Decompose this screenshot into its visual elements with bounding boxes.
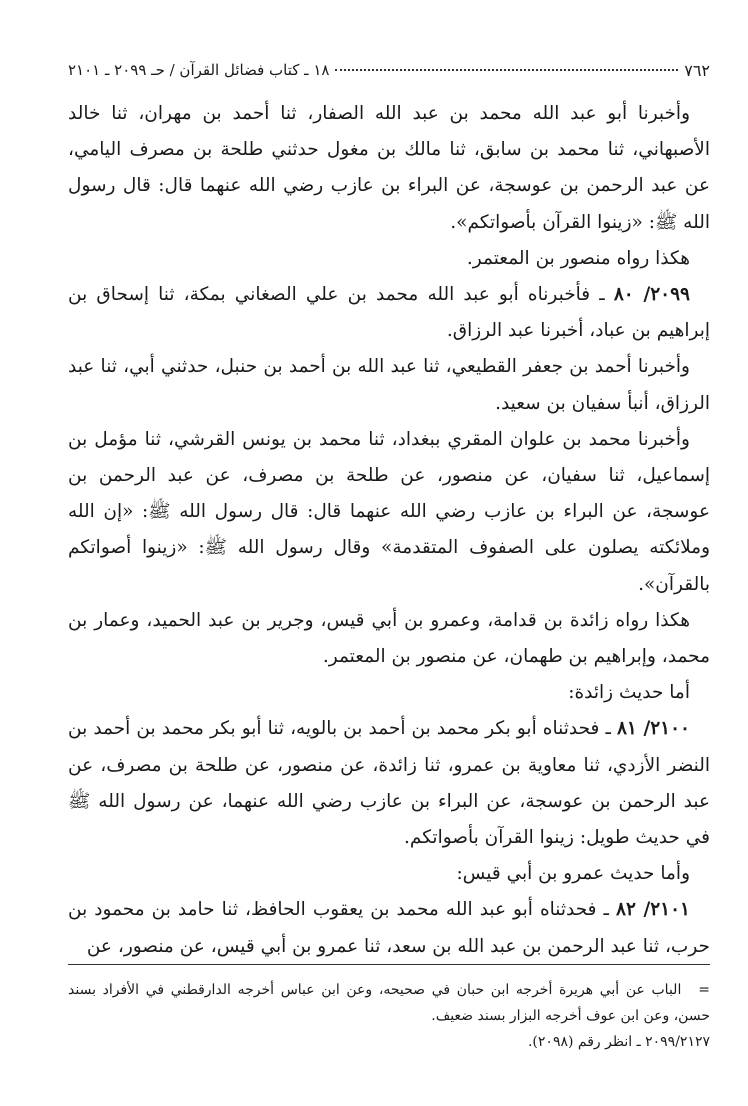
page-number: ٧٦٢ <box>684 60 710 80</box>
paragraph-text: أما حديث زائدة: <box>568 682 690 704</box>
paragraph-text: ـ فحدثناه أبو عبد الله محمد بن يعقوب الحافظ، ثنا حامد بن محمود بن حرب، ثنا عبد الرحمن بن عبد الله بن سعد، ثنا عمرو بن أبي قيس، عن منصور، عن <box>68 899 710 957</box>
paragraph-text: وأخبرنا أحمد بن جعفر القطيعي، ثنا عبد الله بن أحمد بن حنبل، حدثني أبي، ثنا عبد الرزاق، أنبأ سفيان بن سعيد. <box>68 356 710 414</box>
paragraph-text: هكذا رواه زائدة بن قدامة، وعمرو بن أبي قيس، وجرير بن عبد الحميد، وعمار بن محمد، وإبراهيم بن طهمان، عن منصور بن المعتمر. <box>68 609 710 668</box>
document-page <box>68 56 710 1056</box>
hadith-entry <box>68 711 710 856</box>
running-title: ١٨ ـ كتاب فضائل القرآن / حـ ٢٠٩٩ ـ ٢١٠١ <box>68 61 330 79</box>
paragraph-text: وأخبرنا محمد بن علوان المقري ببغداد، ثنا محمد بن يونس القرشي، ثنا مؤمل بن إسماعيل، ثنا سفيان، عن منصور، عن طلحة بن مصرف، عن عبد الرحمن بن عوسجة، عن البراء بن عازب رضي الله عنهما قال: قال رسول الله ﷺ: «إن الله وملائكته يصلون على الصفوف المتقدمة» وقال رسول الله ﷺ: «زينوا أصواتكم بالقرآن». <box>68 428 710 595</box>
page-header <box>68 56 710 84</box>
main-text <box>68 96 710 965</box>
footnote-line <box>68 1029 710 1055</box>
hadith-entry <box>68 277 710 349</box>
paragraph <box>68 241 710 277</box>
footnote-continuation-mark: = <box>698 982 711 998</box>
paragraph <box>68 422 710 603</box>
section-heading <box>68 856 710 892</box>
hadith-number: ٢٠٩٩/ ٨٠ <box>613 284 690 306</box>
header-leader-dots <box>335 69 678 71</box>
paragraph-text: هكذا رواه منصور بن المعتمر. <box>466 247 690 269</box>
paragraph-text: وأما حديث عمرو بن أبي قيس: <box>456 863 690 885</box>
paragraph-text: ـ فحدثناه أبو بكر محمد بن أحمد بن بالويه، ثنا أبو بكر محمد بن أحمد بن النضر الأزدي، ثنا معاوية بن عمرو، ثنا زائدة، عن منصور، عن طلحة بن مصرف، عن عبد الرحمن بن عوسجة، عن البراء بن عازب رضي الله عنهما، عن رسول الله ﷺ في حديث طويل: زينوا القرآن بأصواتكم. <box>68 718 710 849</box>
paragraph <box>68 96 710 241</box>
paragraph-text: ـ فأخبرناه أبو عبد الله محمد بن علي الصغاني بمكة، ثنا إسحاق بن إبراهيم بن عباد، أخبرنا عبد الرزاق. <box>68 284 710 342</box>
hadith-number: ٢١٠٠/ ٨١ <box>616 718 690 740</box>
hadith-entry <box>68 892 710 964</box>
paragraph <box>68 603 710 675</box>
footnote-line <box>68 977 710 1029</box>
footnote-text: الباب عن أبي هريرة أخرجه ابن حبان في صحيحه، وعن ابن عباس أخرجه الدارقطني في الأفراد بسند حسن، وعن ابن عوف أخرجه البزار بسند ضعيف. <box>68 982 710 1024</box>
footnotes <box>68 964 710 1055</box>
section-heading <box>68 675 710 711</box>
paragraph <box>68 349 710 421</box>
hadith-number: ٢١٠١/ ٨٢ <box>616 899 690 921</box>
paragraph-text: وأخبرنا أبو عبد الله محمد بن عبد الله الصفار، ثنا أحمد بن مهران، ثنا خالد الأصبهاني، ثنا محمد بن سابق، ثنا مالك بن مغول حدثني طلحة بن مصرف اليامي، عن عبد الرحمن بن عوسجة، عن البراء بن عازب رضي الله عنهما قال: قال رسول الله ﷺ: «زينوا القرآن بأصواتكم». <box>68 103 710 233</box>
footnote-text: ٢٠٩٩/٢١٢٧ ـ انظر رقم (٢٠٩٨). <box>527 1034 710 1050</box>
